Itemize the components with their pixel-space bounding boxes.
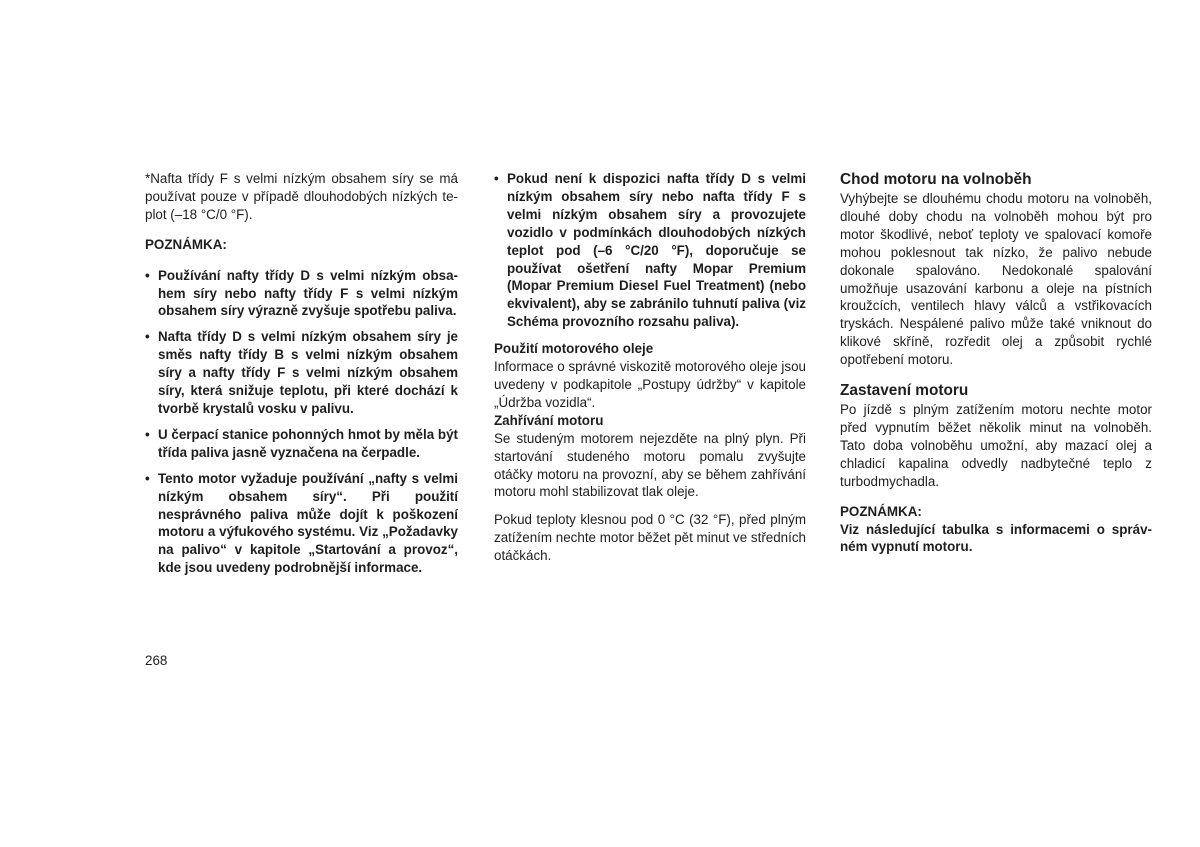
footnote: *Nafta třídy F s velmi nízkým obsahem síry se má používat pouze v případě dlouhodobých nízkých teplot (–18 °C/0 °F). (145, 171, 458, 222)
bullet-item: • Používání nafty třídy D s velmi nízkým obsahem síry nebo nafty třídy F s velmi nízkým obsahem síry výrazně zvyšuje spotřebu paliva. (145, 267, 458, 321)
stop-text: Po jízdě s plným zatížením motoru nechte motor před vypnutím běžet několik minut na volnoběh. Tato doba volnoběhu umožní, aby mazací olej a chladicí kapalina odvedly nadbytečné teplo z turbodmychadla. (840, 402, 1152, 489)
bullet-list (145, 267, 458, 578)
note-label: POZNÁMKA: (145, 236, 227, 252)
bullet-item: • Pokud není k dispozici nafta třídy D s velmi nízkým obsahem síry nebo nafta třídy F s velmi nízkým obsahem síry a provozujete vozidlo v podmínkách dlouhodobých nízkých teplot pod (–6 °C/20 °F), doporučuje se používat ošetření nafty Mopar Premium (Mopar Premium Diesel Fuel Treatment) (nebo ekvivalent), aby se zabránilo tuhnutí paliva (viz Schéma provozního rozsahu paliva). (494, 170, 806, 331)
warm-heading: Zahřívání motoru (494, 412, 604, 428)
bullet-item: • Tento motor vyžaduje používání „nafty s velmi nízkým obsahem síry“. Při použití nesprávného paliva může dojít k poškození motoru a výfukového systému. Viz „Požadavky na palivo“ v kapitole „Startování a provoz“, kde jsou uvedeny podrobnější informace. (145, 470, 458, 577)
idle-heading: Chod motoru na volnoběh (840, 171, 1032, 188)
page-number: 268 (145, 653, 168, 668)
bullet-item: • U čerpací stanice pohonných hmot by měla být třída paliva jasně vyznačena na čerpadle. (145, 426, 458, 462)
note-label: POZNÁMKA: (840, 503, 922, 519)
oil-text: Informace o správné viskozitě motorového oleje jsou uvedeny v podkapitole „Postupy údržby“ v kapitole „Údržba vozidla“. (494, 359, 806, 410)
cold-text: Pokud teploty klesnou pod 0 °C (32 °F), před plným zatížením nechte motor běžet pět minut ve středních otáčkách. (494, 512, 806, 564)
idle-text: Vyhýbejte se dlouhému chodu motoru na volnoběh, dlouhé doby chodu na volnoběh mohou být pro motor škodlivé, neboť teploty ve spalovací komoře mohou poklesnout tak nízko, že palivo nebude dokonale spalováno. Nedokonalé spalování umožňuje usazování karbonu a oleje na pístních kroužcích, ventilech hlavy válců a vstřikovacích tryskách. Nespálené palivo může také vniknout do klikové skříně, rozředit olej a způsobit rychlé opotřebení motoru. (840, 191, 1152, 368)
bullet-item: • Nafta třídy D s velmi nízkým obsahem síry je směs nafty třídy B s velmi nízkým obsahem síry a nafty třídy F s velmi nízkým obsahem síry, která snižuje teplotu, při které dochází k tvorbě krystalů vosku v palivu. (145, 328, 458, 418)
bullet-list (494, 170, 806, 331)
warm-text: Se studeným motorem nejezděte na plný plyn. Při startování studeného motoru pomalu zvyšujte otáčky motoru na provozní, aby se během zahřívání motoru mohl stabilizovat tlak oleje. (494, 430, 806, 500)
note-text: Viz následující tabulka s informacemi o správném vypnutí motoru. (840, 521, 1152, 555)
left-column (145, 170, 458, 585)
oil-heading: Použití motorového oleje (494, 341, 654, 357)
middle-column (494, 170, 806, 565)
right-column (840, 170, 1152, 556)
stop-heading: Zastavení motoru (840, 382, 969, 400)
